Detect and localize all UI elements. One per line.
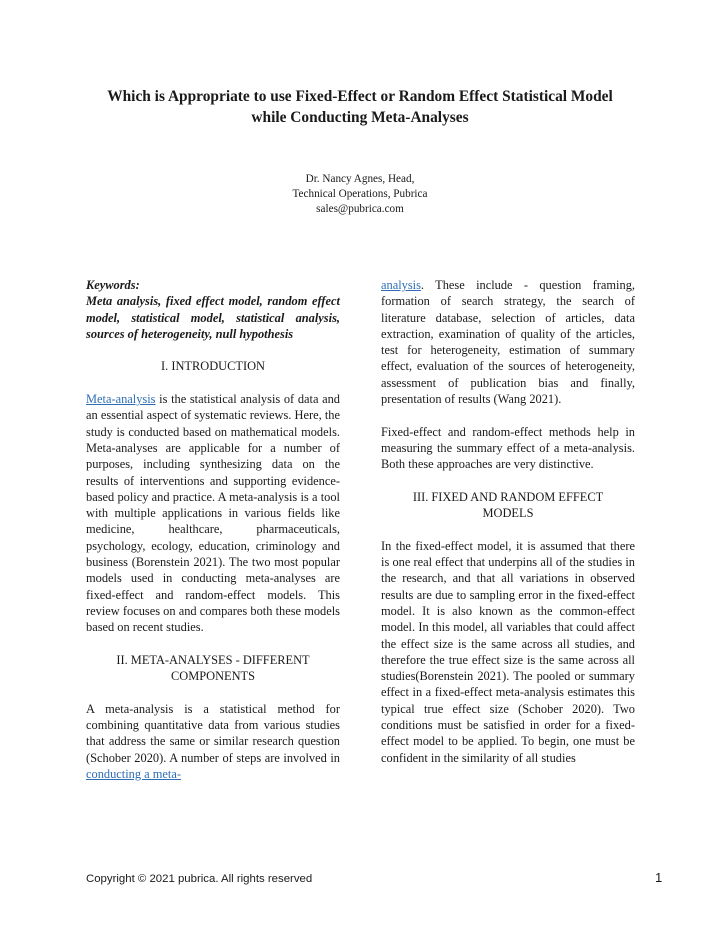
steps-text: . These include - question framing, formation of search strategy, the search of literature database, selection of articles, data extraction, examination of quality of the articles, test for heterogeneity, estimation of summary effect, evaluation of the sources of heterogeneity, assessment of publication bias and finally, presentation of results (Wang 2021).	[381, 278, 635, 407]
methods-paragraph: Fixed-effect and random-effect methods help in measuring the summary effect of a meta-analysis. Both these approaches are very distinctive.	[381, 424, 635, 472]
introduction-text: is the statistical analysis of data and an essential aspect of systematic reviews. Here, the study is conducted based on mathematical models. Meta-analyses are applicable for a number of purposes, including synthesizing data on the results of interventions and supporting evidence-based policy and practice. A meta-analysis is a tool with multiple applications in various fields like medicine, healthcare, pharmaceuticals, psychology, ecology, education, criminology and business (Borenstein 2021). The two most popular models used in conducting meta-analyses are fixed-effect and random-effect models. This review focuses on and compares both these models based on recent studies.	[86, 392, 340, 635]
title-line-1: Which is Appropriate to use Fixed-Effect or Random Effect Statistical Model	[107, 88, 613, 105]
section-2-heading-line-2: COMPONENTS	[171, 669, 255, 684]
right-column	[381, 277, 635, 766]
analysis-link[interactable]: analysis	[381, 278, 421, 292]
meta-analysis-link[interactable]: Meta-analysis	[86, 392, 156, 407]
section-1-heading: I. INTRODUCTION	[161, 359, 265, 374]
title-line-2: while Conducting Meta-Analyses	[251, 109, 469, 126]
left-column	[86, 277, 340, 782]
keywords-text: Meta analysis, fixed effect model, random effect model, statistical model, statistical analysis, sources of heterogeneity, null hypothesis	[86, 294, 340, 341]
conducting-meta-analysis-link[interactable]: conducting a meta-	[86, 766, 181, 781]
author-block	[0, 172, 720, 217]
section-3-heading-line-2: MODELS	[482, 506, 534, 521]
keywords-label: Keywords:	[86, 278, 140, 292]
page-title	[60, 86, 660, 128]
author-email[interactable]: sales@pubrica.com	[316, 203, 404, 215]
introduction-paragraph	[86, 391, 340, 635]
section-3-heading-line-1: III. FIXED AND RANDOM EFFECT	[412, 489, 604, 504]
copyright-footer: Copyright © 2021 pubrica. All rights reserved	[86, 873, 313, 885]
section-heading-models	[381, 489, 635, 522]
models-paragraph: In the fixed-effect model, it is assumed that there is one real effect that underpins all of the studies in the research, and that all variations in observed results are due to sampling error in the fixed-effect model. It is also known as the common-effect model. In this model, all variables that could affect the effect size is the same across all studies, and therefore the true effect size is the same across all studies(Borenstein 2021). The pooled or summary effect in a fixed-effect meta-analysis estimates this typical true effect size (Schober 2020). Two conditions must be satisfied in order for a fixed-effect model to be applied. To begin, one must be confident in the similarity of all studies	[381, 538, 635, 765]
page-number: 1	[655, 870, 663, 885]
steps-paragraph	[381, 277, 635, 407]
components-paragraph	[86, 701, 340, 782]
author-role: Technical Operations, Pubrica	[292, 188, 428, 200]
section-heading-components	[86, 652, 340, 685]
section-2-heading-line-1: II. META-ANALYSES - DIFFERENT	[116, 652, 310, 667]
components-text: A meta-analysis is a statistical method for combining quantitative data from various studies that address the same or similar research question (Schober 2020). A number of steps are involved in	[86, 701, 340, 765]
section-heading-introduction	[86, 358, 340, 374]
author-name: Dr. Nancy Agnes, Head,	[305, 173, 415, 185]
